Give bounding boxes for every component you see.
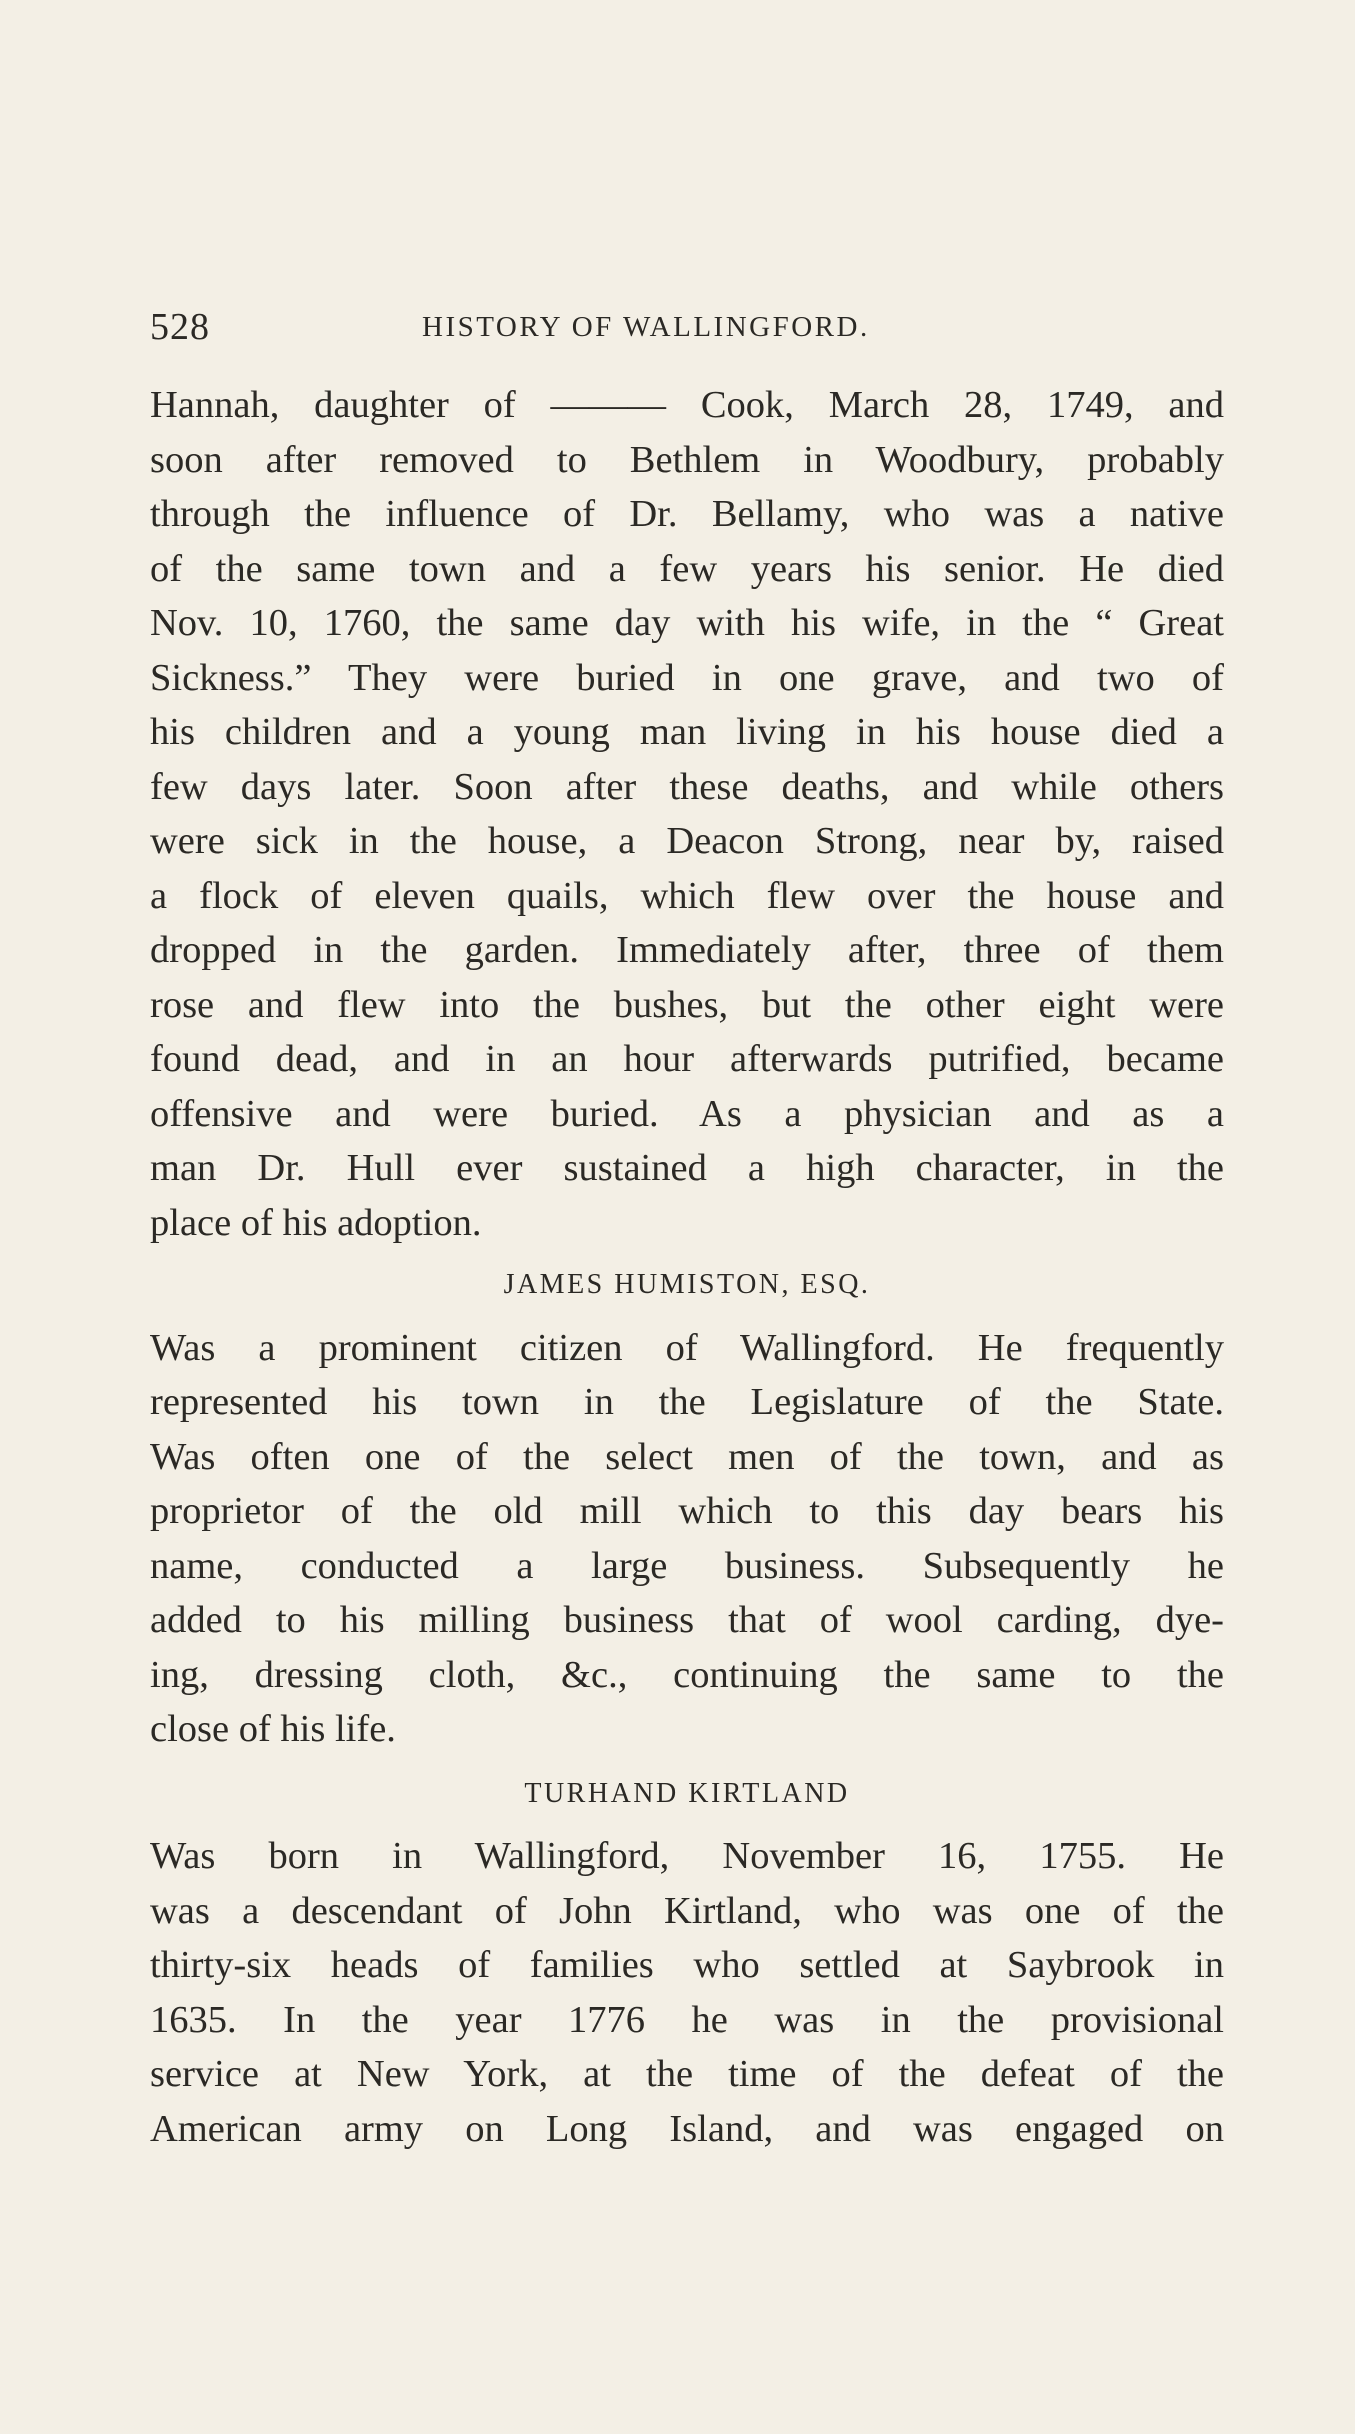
text-line: thirty-six heads of families who settled at Saybrook in xyxy=(150,1944,1224,1986)
section-heading-humiston: JAMES HUMISTON, ESQ. xyxy=(503,1269,871,1300)
text-line: soon after removed to Bethlem in Woodbury, probably xyxy=(150,438,1224,481)
text-line: service at New York, at the time of the defeat of the xyxy=(150,2053,1224,2095)
text-line: represented his town in the Legislature of the State. xyxy=(150,1381,1224,1423)
text-line: found dead, and in an hour afterwards putrified, became xyxy=(150,1038,1224,1080)
text-line: Was often one of the select men of the town, and as xyxy=(150,1435,1224,1478)
text-line: few days later. Soon after these deaths, and while others xyxy=(150,765,1224,808)
text-line: rose and flew into the bushes, but the other eight were xyxy=(150,983,1224,1026)
text-line: Sickness.” They were buried in one grave, and two of xyxy=(150,656,1224,699)
text-line: man Dr. Hull ever sustained a high character, in the xyxy=(150,1147,1224,1189)
text-line: American army on Long Island, and was engaged on xyxy=(150,2107,1224,2150)
text-line: 1635. In the year 1776 he was in the provisional xyxy=(150,1998,1224,2041)
section-heading-kirtland: TURHAND KIRTLAND xyxy=(524,1777,850,1809)
text-line: Was born in Wallingford, November 16, 1755. He xyxy=(150,1835,1224,1877)
text-line: offensive and were buried. As a physician and as a xyxy=(150,1092,1224,1135)
text-line: Hannah, daughter of ——— Cook, March 28, 1749, and xyxy=(150,384,1224,426)
text-line: his children and a young man living in his house died a xyxy=(150,711,1224,753)
body-text xyxy=(150,378,1224,2156)
text-line: Was a prominent citizen of Wallingford. He frequently xyxy=(150,1326,1224,1369)
text-line: through the influence of Dr. Bellamy, who was a native xyxy=(150,493,1224,535)
running-head xyxy=(150,305,1240,355)
text-line: proprietor of the old mill which to this day bears his xyxy=(150,1490,1224,1532)
text-line: place of his adoption. xyxy=(150,1201,482,1244)
text-line: were sick in the house, a Deacon Strong, near by, raised xyxy=(150,820,1224,862)
text-line: added to his milling business that of wool carding, dye- xyxy=(150,1599,1224,1641)
text-line: name, conducted a large business. Subsequently he xyxy=(150,1544,1224,1587)
text-line: dropped in the garden. Immediately after, three of them xyxy=(150,929,1224,971)
text-line: close of his life. xyxy=(150,1708,396,1750)
text-line: of the same town and a few years his senior. He died xyxy=(150,547,1224,590)
running-title: HISTORY OF WALLINGFORD. xyxy=(422,311,870,343)
page-number: 528 xyxy=(150,306,210,348)
text-line: Nov. 10, 1760, the same day with his wife, in the “ Great xyxy=(150,602,1224,644)
text-line: ing, dressing cloth, &c., continuing the same to the xyxy=(150,1653,1224,1696)
paragraph-hull xyxy=(150,378,1224,1250)
paragraph-kirtland xyxy=(150,1829,1224,2156)
text-line: was a descendant of John Kirtland, who was one of the xyxy=(150,1889,1224,1932)
text-line: a flock of eleven quails, which flew over the house and xyxy=(150,874,1224,917)
paragraph-humiston xyxy=(150,1321,1224,1757)
